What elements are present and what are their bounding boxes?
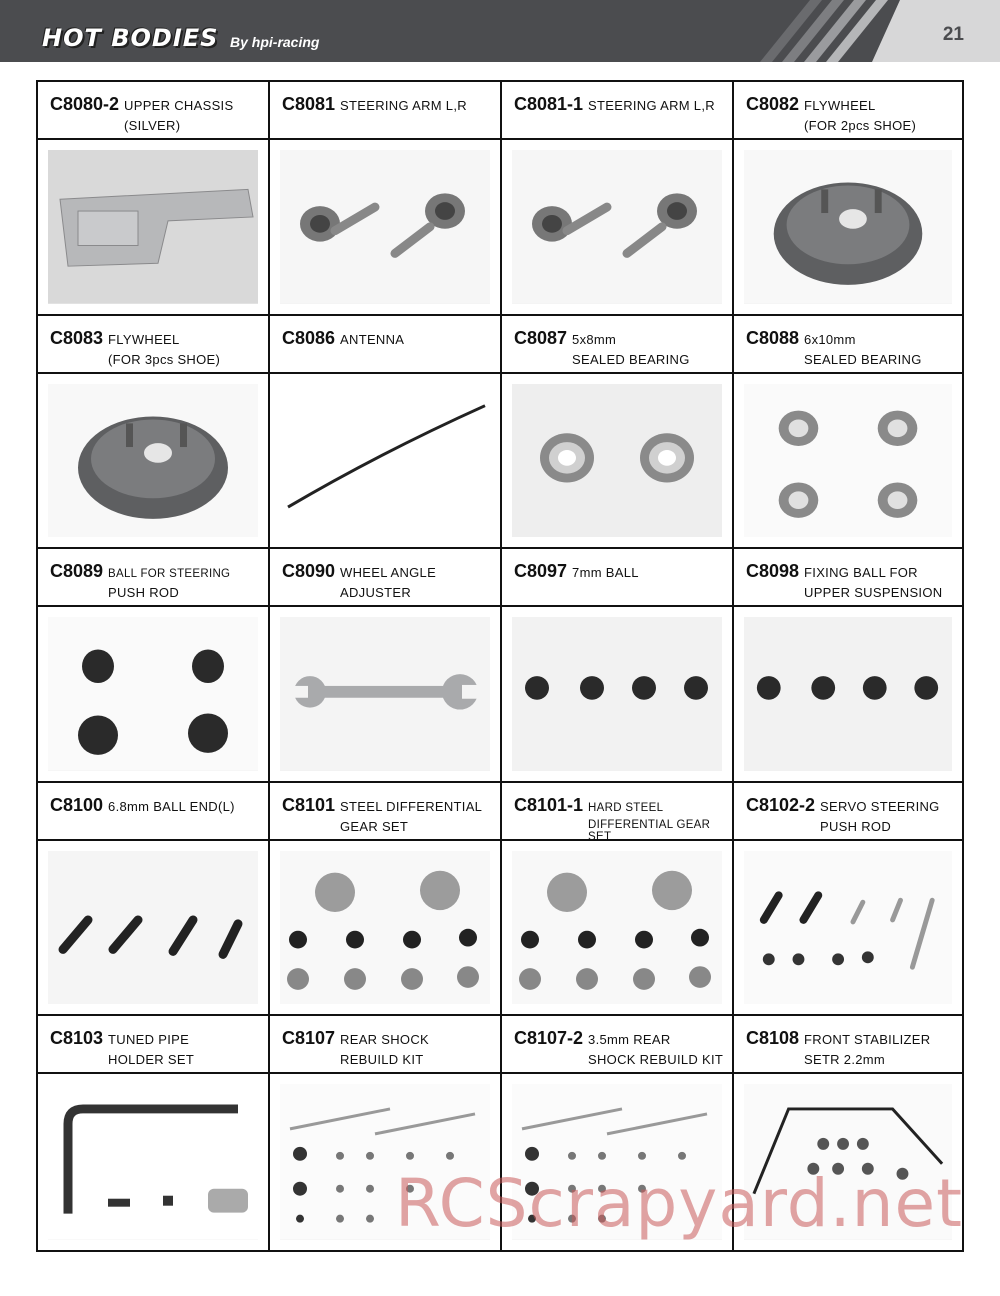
part-photo <box>512 851 722 1005</box>
part-card <box>502 549 734 783</box>
part-photo-area <box>502 607 732 781</box>
part-card <box>38 549 270 783</box>
part-card <box>270 316 502 550</box>
part-description-line2: UPPER SUSPENSION <box>804 585 943 601</box>
part-header <box>502 316 732 374</box>
part-photo <box>512 617 722 771</box>
part-code: C8102-2 <box>746 794 816 815</box>
part-photo-area <box>38 841 268 1015</box>
part-description: BALL FOR STEERING <box>108 568 231 581</box>
part-code: C8108 <box>746 1028 800 1049</box>
part-header <box>734 549 962 607</box>
part-card <box>270 783 502 1017</box>
part-photo <box>744 617 952 771</box>
part-description-line2: PUSH ROD <box>820 818 892 834</box>
part-header <box>502 82 732 140</box>
part-photo-area <box>502 841 732 1015</box>
part-code: C8101-1 <box>514 794 584 815</box>
part-code: C8082 <box>746 94 800 114</box>
part-card <box>38 316 270 550</box>
part-code: C8089 <box>50 561 104 582</box>
part-photo-area <box>734 140 962 314</box>
part-photo-area <box>734 841 962 1015</box>
page-number: 21 <box>942 24 964 45</box>
part-description-line2: PUSH ROD <box>108 585 180 601</box>
part-description-line2: DIFFERENTIAL GEAR SET <box>588 818 711 843</box>
part-description-line2: (FOR 2pcs SHOE) <box>804 118 917 133</box>
part-photo <box>48 851 258 1005</box>
part-description: 6x10mm <box>804 331 856 347</box>
part-description-line2: HOLDER SET <box>108 1052 195 1068</box>
part-photo <box>48 150 258 304</box>
part-header <box>502 783 732 841</box>
part-header <box>734 82 962 140</box>
part-photo-area <box>38 374 268 548</box>
part-card <box>38 1016 270 1250</box>
part-photo-area <box>38 607 268 781</box>
part-photo <box>280 617 490 771</box>
part-card <box>502 316 734 550</box>
part-photo-area <box>502 140 732 314</box>
part-header <box>270 549 500 607</box>
part-photo-area <box>270 607 500 781</box>
part-description: 7mm BALL <box>572 565 639 581</box>
part-description: FLYWHEEL <box>804 98 876 113</box>
part-description: 6.8mm BALL END(L) <box>108 798 235 814</box>
part-code: C8103 <box>50 1028 104 1049</box>
part-photo <box>280 851 490 1005</box>
part-card <box>734 82 962 316</box>
part-photo-area <box>270 841 500 1015</box>
part-description: REAR SHOCK <box>340 1032 430 1048</box>
part-description-line2: SETR 2.2mm <box>804 1052 886 1068</box>
part-code: C8088 <box>746 327 800 348</box>
part-code: C8107-2 <box>514 1028 584 1049</box>
part-photo <box>48 617 258 771</box>
part-header <box>38 316 268 374</box>
part-description: FLYWHEEL <box>108 331 180 347</box>
page-header <box>0 0 1000 62</box>
part-header <box>38 1016 268 1074</box>
part-description: FIXING BALL FOR <box>804 565 918 581</box>
part-description-line2: GEAR SET <box>340 818 409 834</box>
part-code: C8081 <box>282 94 336 114</box>
part-card <box>38 783 270 1017</box>
part-photo-area <box>38 1074 268 1250</box>
part-header <box>502 549 732 607</box>
part-code: C8107 <box>282 1028 336 1049</box>
part-photo <box>280 150 490 304</box>
part-description: STEEL DIFFERENTIAL <box>340 798 483 814</box>
part-code: C8081-1 <box>514 94 584 114</box>
part-description-line2: SEALED BEARING <box>804 351 922 367</box>
part-photo-area <box>270 374 500 548</box>
part-description: STEERING ARM L,R <box>340 98 467 113</box>
part-card <box>270 549 502 783</box>
part-card <box>38 82 270 316</box>
part-description-line2: (SILVER) <box>124 118 181 133</box>
part-header <box>270 316 500 374</box>
part-photo <box>512 150 722 304</box>
part-code: C8097 <box>514 561 568 582</box>
part-header <box>270 1016 500 1074</box>
part-description-line2: SEALED BEARING <box>572 351 690 367</box>
part-photo <box>744 150 952 304</box>
part-description: WHEEL ANGLE <box>340 565 437 581</box>
part-description: SERVO STEERING <box>820 798 940 814</box>
part-code: C8100 <box>50 794 104 815</box>
part-photo <box>512 384 722 538</box>
part-code: C8083 <box>50 327 104 348</box>
part-header <box>270 82 500 140</box>
part-description: TUNED PIPE <box>108 1032 190 1048</box>
part-code: C8098 <box>746 561 800 582</box>
parts-grid <box>36 80 964 1252</box>
part-header <box>38 783 268 841</box>
part-photo <box>280 384 490 538</box>
part-header <box>734 316 962 374</box>
part-photo-area <box>502 374 732 548</box>
part-photo-area <box>38 140 268 314</box>
part-photo <box>48 1084 258 1240</box>
part-code: C8101 <box>282 794 336 815</box>
part-header <box>734 783 962 841</box>
part-description: FRONT STABILIZER <box>804 1032 931 1048</box>
part-description-line2: SHOCK REBUILD KIT <box>588 1052 724 1068</box>
part-header <box>734 1016 962 1074</box>
watermark: RCScrapyard.net <box>395 1165 963 1242</box>
part-description: 5x8mm <box>572 331 617 347</box>
part-code: C8086 <box>282 327 336 348</box>
part-description-line2: REBUILD KIT <box>340 1052 424 1068</box>
part-code: C8090 <box>282 561 336 582</box>
part-code: C8080-2 <box>50 94 120 114</box>
part-card <box>734 316 962 550</box>
part-card <box>270 82 502 316</box>
part-photo-area <box>734 374 962 548</box>
part-code: C8087 <box>514 327 568 348</box>
part-photo <box>744 384 952 538</box>
part-card <box>502 783 734 1017</box>
part-photo <box>48 384 258 538</box>
part-header <box>38 82 268 140</box>
part-header <box>38 549 268 607</box>
part-card <box>502 82 734 316</box>
part-description-line2: ADJUSTER <box>340 585 412 601</box>
part-description: STEERING ARM L,R <box>588 98 715 113</box>
part-header <box>502 1016 732 1074</box>
part-description: 3.5mm REAR <box>588 1032 671 1048</box>
brand-logo: HOT BODIES <box>42 24 219 52</box>
part-description-line2: (FOR 3pcs SHOE) <box>108 351 221 367</box>
part-card <box>734 783 962 1017</box>
part-photo <box>744 851 952 1005</box>
part-header <box>270 783 500 841</box>
part-photo-area <box>270 140 500 314</box>
part-photo-area <box>734 607 962 781</box>
part-description: UPPER CHASSIS <box>124 98 234 113</box>
brand-by: By hpi-racing <box>230 34 320 50</box>
part-card <box>734 549 962 783</box>
part-description: ANTENNA <box>340 331 405 347</box>
part-description: HARD STEEL <box>588 801 664 814</box>
